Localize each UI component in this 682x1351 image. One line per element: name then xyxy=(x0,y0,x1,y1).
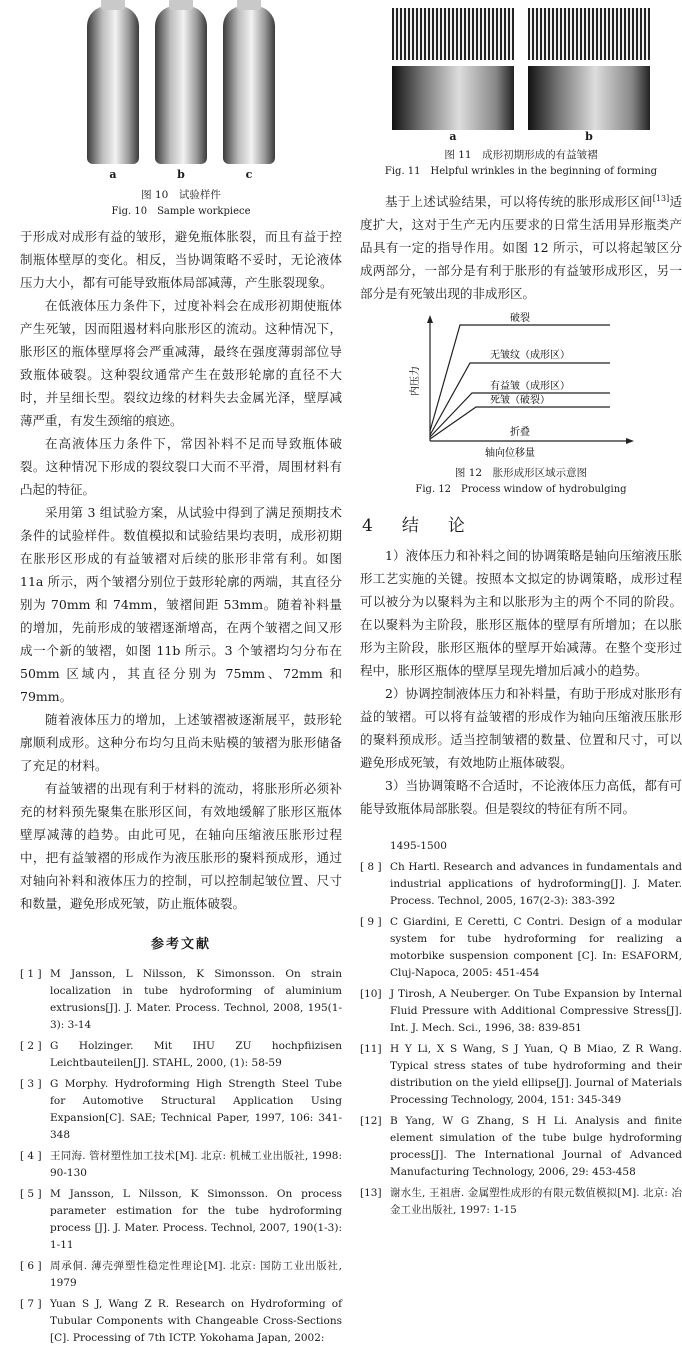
reference-item xyxy=(20,1258,342,1292)
reference-text: Ch Hartl. Research and advances in fundamentals and industrial applications of hydroforming[J]. J. Mater. Process. Technol, 2005, 167(2-3): 383-392 xyxy=(390,861,682,908)
paragraph: 采用第 3 组试验方案，从试验中得到了满足预期技术条件的试验样件。数值模拟和试验结果均表明，成形初期在胀形区形成的有益皱褶对后续的胀形非常有利。如图 11a 所示，两个皱褶分别位于鼓形轮廓的两端，其直径分别为 70mm 和 74mm，皱褶间距 53mm。随着补料量的增加，先前形成的皱褶逐渐增高，在两个皱褶之间又形成一个新的皱褶，如图 11b 所示。3 个皱褶均匀分布在 50mm 区域内，其直径分别为 75mm、72mm 和 79mm。 xyxy=(20,505,342,704)
left-body xyxy=(20,225,342,915)
sample-b-label: b xyxy=(177,168,185,181)
reference-text: 1495-1500 xyxy=(390,840,447,853)
citation: [13] xyxy=(652,194,670,203)
dead-label: 死皱（破裂） xyxy=(490,395,550,407)
figure-11-caption: 图 11 成形初期形成的有益皱褶 xyxy=(444,149,598,161)
figure-10 xyxy=(20,0,342,219)
reference-item xyxy=(20,1076,342,1144)
no-wrinkle-label: 无皱纹（成形区） xyxy=(490,350,570,362)
figure-10-caption: 图 10 试验样件 xyxy=(141,189,221,201)
reference-text: H Y Li, X S Wang, S J Yuan, Q B Miao, Z R Wang. Typical stress states of tube hydroforming and their distribution on the yield ellipse[J]. Journal of Materials Processing Technology, 2004, 151: 345-349 xyxy=(390,1043,682,1107)
reference-text: G Holzinger. Mit IHU ZU hochpfiizisen Leichtbauteilen[J]. STAHL, 2000, (1): 58-59 xyxy=(50,1040,342,1069)
reference-item xyxy=(20,1038,342,1072)
reference-text: 周承侗. 薄壳弹塑性稳定性理论[M]. 北京: 国防工业出版社, 1979 xyxy=(50,1260,342,1289)
reference-number: [ 3 ] xyxy=(20,1078,42,1090)
figure-11 xyxy=(360,0,682,179)
helpful-label: 有益皱（成形区） xyxy=(490,381,570,393)
rupture-label: 破裂 xyxy=(510,313,530,325)
sample-b xyxy=(155,6,207,181)
reference-text: M Jansson, L Nilsson, K Simonsson. On process parameter estimation for the tube hydroforming process [J]. J. Mater. Process. Technol, 2007, 190(1-3): 1-11 xyxy=(50,1188,342,1251)
reference-number: [13] xyxy=(360,1187,382,1200)
reference-text: Yuan S J, Wang Z R. Research on Hydroforming of Tubular Components with Changeable Cross-Sections [C]. Processing of 7th ICTP. Yokohama Japan, 2002: xyxy=(50,1298,342,1344)
fig11-label-b: b xyxy=(585,130,593,143)
conclusions xyxy=(360,544,682,820)
reference-number: [ 6 ] xyxy=(20,1260,42,1272)
paragraph-rest: 适度扩大，这对于生产无内压要求的日常生活用异形瓶类产品具有一定的指导作用。如图 12 所示，可以将起皱区分成两部分，一部分是有利于胀形的有益皱形成形区，另一部分是有死皱出现的非成形区。 xyxy=(360,194,682,302)
reference-number: [ 8 ] xyxy=(360,861,382,874)
reference-number: [ 7 ] xyxy=(20,1298,42,1310)
sample-a-label: a xyxy=(109,168,117,181)
reference-item xyxy=(360,1041,682,1109)
paragraph-start: 基于上述试验结果，可以将传统的胀形成形区间 xyxy=(385,194,653,210)
reference-number: [ 4 ] xyxy=(20,1150,42,1162)
wrinkle-photo-a xyxy=(392,66,514,130)
fig11-label-a: a xyxy=(449,130,457,143)
conclusion-item: 2）协调控制液体压力和补料量，有助于形成对胀形有益的皱褶。可以将有益皱褶的形成作为轴向压缩液压胀形的聚料预成形。适当控制皱褶的数量、位置和尺寸，可以避免形成死皱，有效地防止瓶体破裂。 xyxy=(360,686,682,771)
figure-12-caption: 图 12 胀形成形区域示意图 xyxy=(454,467,588,480)
rupture-curve xyxy=(430,325,610,431)
reference-number: [11] xyxy=(360,1043,382,1056)
reference-text: C Giardini, E Ceretti, C Contri. Design of a modular system for tube hydroforming for realizing a motorbike suspension component [C]. In: ESAFORM, Cluj-Napoca, 2005: 451-454 xyxy=(390,916,682,980)
process-window-diagram xyxy=(360,311,682,461)
figure-11-caption-en: Fig. 11 Helpful wrinkles in the beginning of forming xyxy=(384,166,658,177)
reference-item xyxy=(360,859,682,910)
reference-number: [ 1 ] xyxy=(20,968,42,980)
left-column xyxy=(20,0,342,1351)
figure-10-photos xyxy=(20,6,342,181)
y-axis-label: 内压力 xyxy=(410,366,421,397)
x-axis-label: 轴向位移量 xyxy=(485,448,535,460)
reference-number: [10] xyxy=(360,988,382,1001)
reference-number: [ 5 ] xyxy=(20,1188,42,1200)
conclusion-item: 3）当协调策略不合适时，不论液体压力高低，都有可能导致瓶体局部胀裂。但是裂纹的特征有所不同。 xyxy=(360,778,682,817)
paragraph: 有益皱褶的出现有利于材料的流动，将胀形所必须补充的材料预先聚集在胀形区间，有效地缓解了胀形区瓶体壁厚减薄的趋势。由此可见，在轴向压缩液压胀形过程中，把有益皱褶的形成作为液压胀形的聚料预成形，通过对轴向补料和液体压力的控制，可以控制起皱位置、尺寸和数量，避免形成死皱，防止瓶体破裂。 xyxy=(20,781,342,911)
sample-b-image xyxy=(155,6,207,164)
paragraph: 随着液体压力的增加，上述皱褶被逐渐展平，鼓形轮廓顺利成形。这种分布均匀且尚未贴模的皱褶为胀形储备了充足的材料。 xyxy=(20,712,342,773)
y-axis-arrow xyxy=(427,315,433,323)
references-right xyxy=(360,838,682,1219)
paragraph: 在高液体压力条件下，常因补料不足而导致瓶体破裂。这种情况下形成的裂纹裂口大而不平滑，周围材料有凸起的特征。 xyxy=(20,436,342,497)
reference-number: [12] xyxy=(360,1115,382,1128)
reference-text: J Tirosh, A Neuberger. On Tube Expansion by Internal Fluid Pressure with Additional Compressive Stress[J]. Int. J. Mech. Sci., 1996, 38: 839-851 xyxy=(390,988,682,1035)
figure-11-bottom xyxy=(360,66,682,130)
fold-label: 折叠 xyxy=(510,427,530,439)
wrinkle-mesh-a xyxy=(392,8,514,60)
figure-11-top xyxy=(360,8,682,60)
reference-number: [ 9 ] xyxy=(360,916,382,929)
figure-12-caption-en: Fig. 12 Process window of hydrobulging xyxy=(415,484,627,496)
wrinkle-mesh-b xyxy=(528,8,650,60)
references-title: 参考文献 xyxy=(150,937,211,952)
sample-c xyxy=(223,6,275,181)
conclusion-item: 1）液体压力和补料之间的协调策略是轴向压缩液压胀形工艺实施的关键。按照本文拟定的协调策略，成形过程可以被分为以聚料为主和以胀形为主的两个不同的阶段。在以聚料为主阶段，胀形区瓶体的壁厚有所增加；在以胀形为主阶段，胀形区瓶体的壁厚开始减薄。在整个变形过程中，胀形区瓶体的壁厚呈现先增加后减小的趋势。 xyxy=(360,548,682,679)
paragraph: 在低液体压力条件下，过度补料会在成形初期使瓶体产生死皱，因而阻遏材料向胀形区的流动。这种情况下，胀形区的瓶体壁厚将会严重减薄，最终在强度薄弱部位导致瓶体破裂。这种裂纹通常产生在鼓形轮廓的直径不大时，并呈细长型。裂纹边缘的材料失去金属光泽，壁厚减薄严重，有发生颈缩的痕迹。 xyxy=(20,298,342,428)
reference-text: 王同海. 管材塑性加工技术[M]. 北京: 机械工业出版社, 1998: 90-130 xyxy=(50,1150,342,1179)
figure-12 xyxy=(360,311,682,497)
reference-item xyxy=(360,1185,682,1219)
reference-item xyxy=(360,838,682,855)
reference-number xyxy=(360,838,390,855)
sample-c-label: c xyxy=(245,168,253,181)
paragraph: 于形成对成形有益的皱形，避免瓶体胀裂，而且有益于控制瓶体壁厚的变化。相反，当协调策略不妥时，无论液体压力大小，都有可能导致瓶体局部减薄，产生胀裂现象。 xyxy=(20,229,342,290)
reference-number: [ 2 ] xyxy=(20,1040,42,1052)
right-column xyxy=(360,0,682,1223)
reference-text: G Morphy. Hydroforming High Strength Steel Tube for Automotive Structural Application Using Expansion[C]. SAE; Technical Paper, 1997, 106: 341-348 xyxy=(50,1078,342,1141)
sample-a xyxy=(87,6,139,181)
reference-text: B Yang, W G Zhang, S H Li. Analysis and finite element simulation of the tube bulge hydroforming process[J]. The International Journal of Advanced Manufacturing Technology, 2006, 29: 453-458 xyxy=(390,1115,682,1179)
references-left xyxy=(20,966,342,1347)
reference-item xyxy=(20,1186,342,1254)
reference-item xyxy=(20,966,342,1034)
reference-text: 谢水生, 王祖唐. 金属塑性成形的有限元数值模拟[M]. 北京: 冶金工业出版社, 1997: 1-15 xyxy=(390,1187,682,1217)
reference-item xyxy=(360,914,682,982)
sample-c-image xyxy=(223,6,275,164)
figure-11-labels xyxy=(360,130,682,143)
reference-item xyxy=(360,986,682,1037)
sample-a-image xyxy=(87,6,139,164)
reference-item xyxy=(20,1148,342,1182)
figure-10-caption-en: Fig. 10 Sample workpiece xyxy=(111,206,251,217)
section-4-title: 4 结 论 xyxy=(362,516,471,537)
reference-item xyxy=(360,1113,682,1181)
x-axis-arrow xyxy=(626,438,634,444)
paragraph xyxy=(360,187,682,305)
reference-item xyxy=(20,1296,342,1347)
reference-text: M Jansson, L Nilsson, K Simonsson. On strain localization in tube hydroforming of aluminium extrusions[J]. J. Mater. Process. Technol, 2008, 195(1-3): 3-14 xyxy=(50,968,342,1031)
wrinkle-photo-b xyxy=(528,66,650,130)
right-body xyxy=(360,187,682,305)
